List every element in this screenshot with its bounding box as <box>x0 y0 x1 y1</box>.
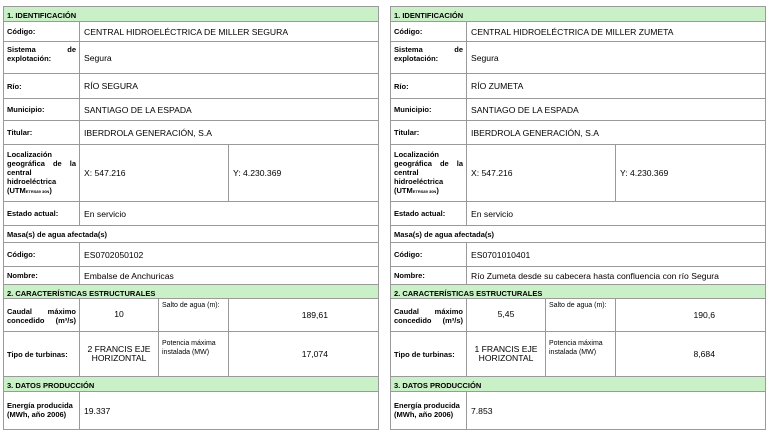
nombre-label: Nombre: <box>390 266 467 285</box>
municipio-value: SANTIAGO DE LA ESPADA <box>79 98 379 121</box>
section-produccion: 3. DATOS PRODUCCIÓN <box>390 376 766 392</box>
masa-codigo-label: Código: <box>390 242 467 267</box>
central-name: CENTRAL HIDROELÉCTRICA DE MILLER ZUMETA <box>466 21 766 42</box>
salto-value: 190,6 <box>615 298 766 332</box>
turbinas-label: Tipo de turbinas: <box>390 331 467 377</box>
section-caracteristicas: 2. CARACTERÍSTICAS ESTRUCTURALES <box>390 284 766 299</box>
municipio-value: SANTIAGO DE LA ESPADA <box>466 98 766 121</box>
localizacion-label <box>3 144 80 202</box>
utm-close: ) <box>49 186 52 195</box>
caudal-label: Caudal máximo concedido (m³/s) <box>390 298 467 332</box>
rio-value: RÍO SEGURA <box>79 73 379 99</box>
codigo-label: Código: <box>3 21 80 42</box>
turbinas-value: 1 FRANCIS EJE HORIZONTAL <box>466 331 546 377</box>
caudal-label: Caudal máximo concedido (m³/s) <box>3 298 80 332</box>
caudal-value: 10 <box>79 298 159 332</box>
section-caracteristicas: 2. CARACTERÍSTICAS ESTRUCTURALES <box>3 284 379 299</box>
masa-nombre-value: Embalse de Anchuricas <box>79 266 379 285</box>
masa-heading: Masa(s) de agua afectada(s) <box>390 225 766 243</box>
rio-value: RÍO ZUMETA <box>466 73 766 99</box>
potencia-value: 17,074 <box>228 331 379 377</box>
titular-label: Titular: <box>3 120 80 145</box>
masa-codigo-value: ES0702050102 <box>79 242 379 267</box>
section-identificacion: 1. IDENTIFICACIÓN <box>390 6 766 22</box>
energia-label: Energía producida (MWh, año 2006) <box>3 391 80 430</box>
coord-x: X: 547.216 <box>466 144 616 202</box>
energia-value: 19.337 <box>79 391 379 430</box>
municipio-label: Municipio: <box>390 98 467 121</box>
masa-codigo-label: Código: <box>3 242 80 267</box>
turbinas-label: Tipo de turbinas: <box>3 331 80 377</box>
section-produccion: 3. DATOS PRODUCCIÓN <box>3 376 379 392</box>
codigo-label: Código: <box>390 21 467 42</box>
estado-value: En servicio <box>79 201 379 226</box>
energia-value: 7.853 <box>466 391 766 430</box>
utm-prefix: (UTM <box>394 186 413 195</box>
salto-label: Salto de agua (m): <box>158 298 229 332</box>
salto-label: Salto de agua (m): <box>545 298 616 332</box>
utm-datum: ETRS89 30N <box>25 189 50 194</box>
utm-datum: ETRS89 30N <box>412 189 437 194</box>
utm-prefix: (UTM <box>7 186 26 195</box>
localizacion-text: Localización geográfica de la central hidroeléctrica <box>394 150 463 186</box>
titular-value: IBERDROLA GENERACIÓN, S.A <box>466 120 766 145</box>
titular-label: Titular: <box>390 120 467 145</box>
estado-label: Estado actual: <box>3 201 80 226</box>
rio-label: Río: <box>390 73 467 99</box>
utm-label <box>7 186 52 195</box>
municipio-label: Municipio: <box>3 98 80 121</box>
salto-value: 189,61 <box>228 298 379 332</box>
sistema-value: Segura <box>466 41 766 74</box>
nombre-label: Nombre: <box>3 266 80 285</box>
coord-x: X: 547.216 <box>79 144 229 202</box>
rio-label: Río: <box>3 73 80 99</box>
sistema-value: Segura <box>79 41 379 74</box>
potencia-label: Potencia máxima instalada (MW) <box>158 331 229 377</box>
utm-label <box>394 186 439 195</box>
utm-close: ) <box>436 186 439 195</box>
central-name: CENTRAL HIDROELÉCTRICA DE MILLER SEGURA <box>79 21 379 42</box>
section-identificacion: 1. IDENTIFICACIÓN <box>3 6 379 22</box>
titular-value: IBERDROLA GENERACIÓN, S.A <box>79 120 379 145</box>
masa-heading: Masa(s) de agua afectada(s) <box>3 225 379 243</box>
localizacion-text: Localización geográfica de la central hidroeléctrica <box>7 150 76 186</box>
masa-codigo-value: ES0701010401 <box>466 242 766 267</box>
turbinas-value: 2 FRANCIS EJE HORIZONTAL <box>79 331 159 377</box>
caudal-value: 5,45 <box>466 298 546 332</box>
estado-value: En servicio <box>466 201 766 226</box>
coord-y: Y: 4.230.369 <box>615 144 766 202</box>
sistema-label: Sistema de explotación: <box>390 41 467 74</box>
estado-label: Estado actual: <box>390 201 467 226</box>
energia-label: Energía producida (MWh, año 2006) <box>390 391 467 430</box>
sistema-label: Sistema de explotación: <box>3 41 80 74</box>
potencia-label: Potencia máxima instalada (MW) <box>545 331 616 377</box>
potencia-value: 8,684 <box>615 331 766 377</box>
masa-nombre-value: Río Zumeta desde su cabecera hasta confluencia con río Segura <box>466 266 766 285</box>
localizacion-label <box>390 144 467 202</box>
coord-y: Y: 4.230.369 <box>228 144 379 202</box>
